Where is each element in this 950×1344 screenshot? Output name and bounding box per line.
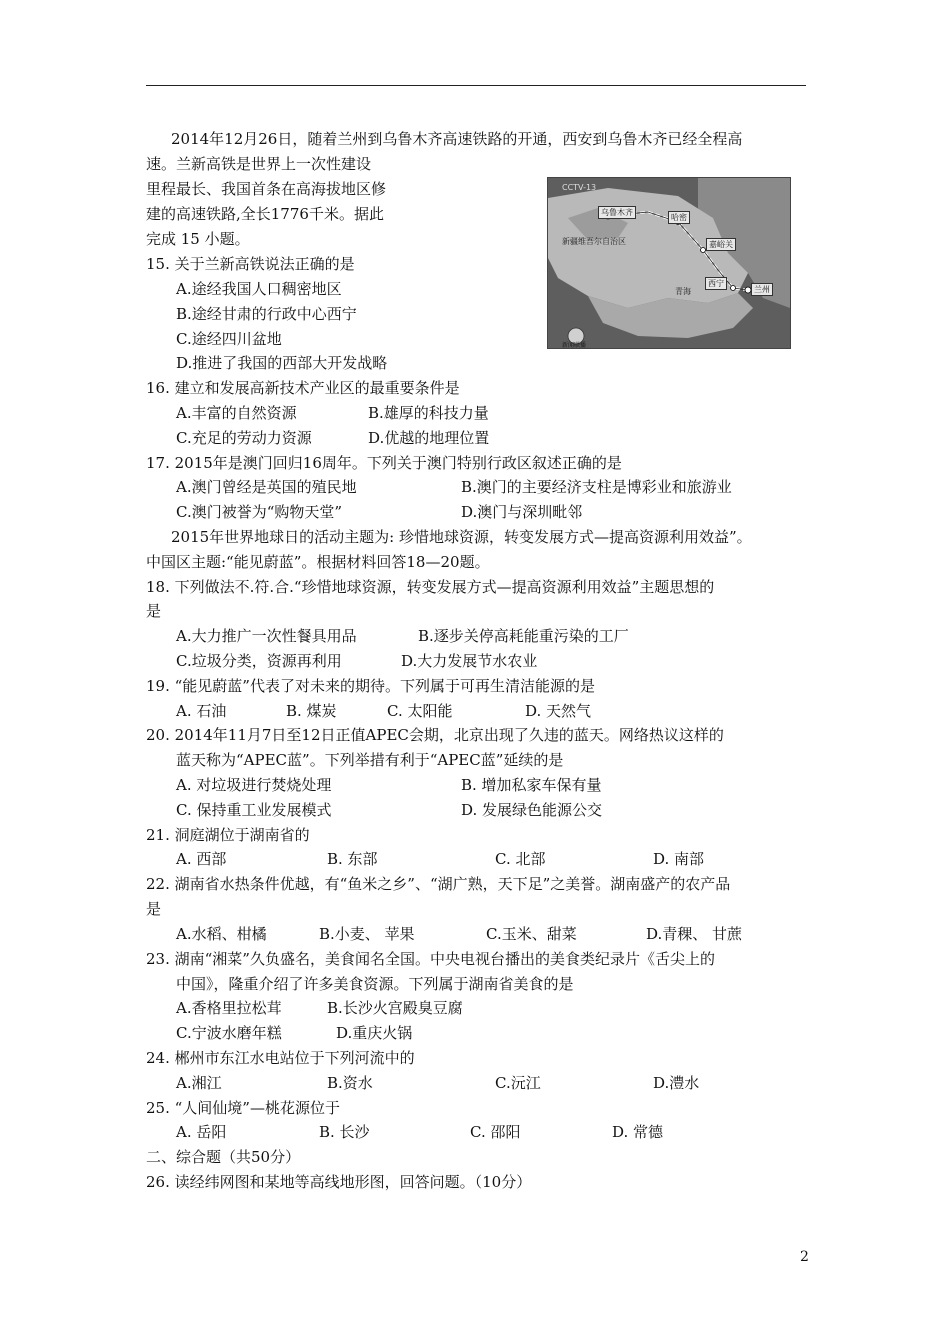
q24-option-c: C.沅江 — [495, 1074, 541, 1092]
q19-option-a: A. 石油 — [176, 702, 227, 720]
q17-option-c: C.澳门被誉为“购物天堂” — [176, 503, 343, 521]
q16-option-d: D.优越的地理位置 — [368, 429, 490, 447]
q20-option-a: A. 对垃圾进行焚烧处理 — [176, 776, 332, 794]
map-corner-logo: 新闻联播 — [562, 342, 587, 349]
q20-stem-line-1: 20. 2014年11月7日至12日正值APEC会期，北京出现了久违的蓝天。网络热议这样的 — [146, 726, 724, 744]
q22-option-d: D.青稞、 甘蔗 — [646, 925, 743, 943]
q25-option-c: C. 邵阳 — [470, 1123, 521, 1141]
section-heading: 二、综合题（共50分） — [146, 1148, 301, 1166]
q17-option-a: A.澳门曾经是英国的殖民地 — [176, 478, 357, 496]
q15-stem: 15. 关于兰新高铁说法正确的是 — [146, 255, 355, 273]
q25-option-b: B. 长沙 — [319, 1123, 370, 1141]
q26-stem: 26. 读经纬网图和某地等高线地形图，回答问题。（10分） — [146, 1173, 532, 1191]
q16-option-b: B.雄厚的科技力量 — [368, 404, 489, 422]
q25-option-a: A. 岳阳 — [176, 1123, 227, 1141]
q17-option-b: B.澳门的主要经济支柱是博彩业和旅游业 — [461, 478, 732, 496]
q24-option-a: A.湘江 — [176, 1074, 222, 1092]
station-xining: 西宁 — [705, 277, 727, 290]
intro2-line-1: 2015年世界地球日的活动主题为: 珍惜地球资源，转变发展方式—提高资源利用效益”。 — [171, 528, 752, 546]
q20-stem-line-2: 蓝天称为“APEC蓝”。下列举措有利于“APEC蓝”延续的是 — [176, 751, 564, 769]
q18-option-a: A.大力推广一次性餐具用品 — [176, 627, 357, 645]
q23-option-b: B.长沙火宫殿臭豆腐 — [327, 999, 463, 1017]
q15-option-c: C.途经四川盆地 — [176, 330, 282, 348]
map-graphic — [548, 178, 790, 348]
q15-option-a: A.途经我国人口稠密地区 — [176, 280, 342, 298]
q20-option-c: C. 保持重工业发展模式 — [176, 801, 332, 819]
q22-option-b: B.小麦、 苹果 — [319, 925, 415, 943]
q19-option-b: B. 煤炭 — [286, 702, 337, 720]
q21-stem: 21. 洞庭湖位于湖南省的 — [146, 826, 310, 844]
station-hami: 哈密 — [668, 211, 690, 224]
header-rule — [146, 85, 806, 86]
q15-option-d: D.推进了我国的西部大开发战略 — [176, 354, 388, 372]
intro-line-2: 速。兰新高铁是世界上一次性建设 — [146, 155, 372, 173]
station-urumqi: 乌鲁木齐 — [598, 206, 636, 219]
intro-line-4: 建的高速铁路,全长1776千米。据此 — [146, 205, 384, 223]
q16-stem: 16. 建立和发展高新技术产业区的最重要条件是 — [146, 379, 460, 397]
map-qinghai-label: 青海 — [675, 287, 691, 296]
q20-option-b: B. 增加私家车保有量 — [461, 776, 602, 794]
q22-stem-line-2: 是 — [146, 900, 162, 918]
q21-option-b: B. 东部 — [327, 850, 378, 868]
map-channel-logo: CCTV-13 — [562, 183, 597, 192]
q24-stem: 24. 郴州市东江水电站位于下列河流中的 — [146, 1049, 415, 1067]
q23-option-a: A.香格里拉松茸 — [176, 999, 282, 1017]
q16-option-c: C.充足的劳动力资源 — [176, 429, 312, 447]
q21-option-d: D. 南部 — [653, 850, 705, 868]
q18-option-c: C.垃圾分类，资源再利用 — [176, 652, 342, 670]
q17-stem: 17. 2015年是澳门回归16周年。下列关于澳门特别行政区叙述正确的是 — [146, 454, 622, 472]
q21-option-a: A. 西部 — [176, 850, 227, 868]
q23-option-d: D.重庆火锅 — [336, 1024, 413, 1042]
q15-option-b: B.途经甘肃的行政中心西宁 — [176, 305, 357, 323]
q21-option-c: C. 北部 — [495, 850, 546, 868]
q19-stem: 19. “能见蔚蓝”代表了对未来的期待。下列属于可再生清洁能源的是 — [146, 677, 595, 695]
q25-option-d: D. 常德 — [612, 1123, 664, 1141]
q18-option-d: D.大力发展节水农业 — [401, 652, 538, 670]
page-number: 2 — [800, 1249, 809, 1265]
q19-option-d: D. 天然气 — [525, 702, 592, 720]
q16-option-a: A.丰富的自然资源 — [176, 404, 297, 422]
intro2-line-2: 中国区主题:“能见蔚蓝”。根据材料回答18—20题。 — [146, 553, 490, 571]
q18-option-b: B.逐步关停高耗能重污染的工厂 — [418, 627, 629, 645]
intro-line-3: 里程最长、我国首条在高海拔地区修 — [146, 180, 387, 198]
station-jiayuguan: 嘉峪关 — [706, 238, 736, 251]
q25-stem: 25. “人间仙境”—桃花源位于 — [146, 1099, 340, 1117]
q23-option-c: C.宁波水磨年糕 — [176, 1024, 282, 1042]
q18-stem-line-1: 18. 下列做法不.符.合.“珍惜地球资源，转变发展方式—提高资源利用效益”主题思想的 — [146, 578, 715, 596]
station-lanzhou: 兰州 — [751, 283, 773, 296]
railway-map-image — [547, 177, 791, 349]
q23-stem-line-2: 中国》，隆重介绍了许多美食资源。下列属于湖南省美食的是 — [176, 975, 574, 993]
q19-option-c: C. 太阳能 — [387, 702, 453, 720]
q22-stem-line-1: 22. 湖南省水热条件优越，有“鱼米之乡”、“湖广熟，天下足”之美誉。湖南盛产的农产品 — [146, 875, 731, 893]
q20-option-d: D. 发展绿色能源公交 — [461, 801, 603, 819]
map-region-label: 新疆维吾尔自治区 — [562, 237, 626, 246]
intro-line-5: 完成 15 小题。 — [146, 230, 250, 248]
q22-option-a: A.水稻、柑橘 — [176, 925, 267, 943]
q17-option-d: D.澳门与深圳毗邻 — [461, 503, 583, 521]
q23-stem-line-1: 23. 湖南“湘菜”久负盛名，美食闻名全国。中央电视台播出的美食类纪录片《舌尖上的 — [146, 950, 715, 968]
q18-stem-line-2: 是 — [146, 602, 162, 620]
intro-line-1: 2014年12月26日，随着兰州到乌鲁木齐高速铁路的开通，西安到乌鲁木齐已经全程高 — [171, 130, 743, 148]
q24-option-b: B.资水 — [327, 1074, 373, 1092]
q24-option-d: D.澧水 — [653, 1074, 700, 1092]
q22-option-c: C.玉米、甜菜 — [486, 925, 577, 943]
